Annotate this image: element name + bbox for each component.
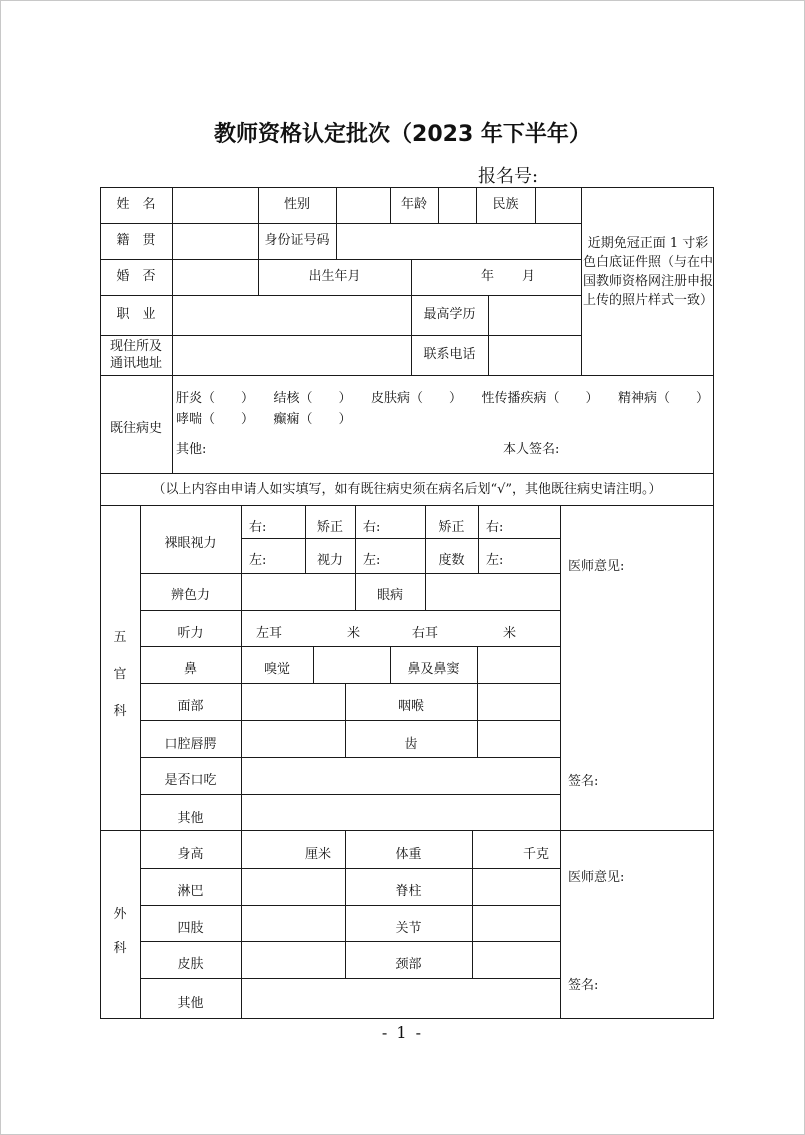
correction-degree-right: 右: xyxy=(486,520,504,535)
correction-degree-left: 左: xyxy=(486,553,504,568)
native-place-label: 籍 贯 xyxy=(116,233,156,248)
teeth-label: 齿 xyxy=(404,737,418,752)
weight-label: 体重 xyxy=(395,847,422,862)
birth-month-unit: 月 xyxy=(522,269,536,284)
ent-section-char-3: 科 xyxy=(113,704,127,719)
smell-label: 嗅觉 xyxy=(263,662,290,677)
corrected-vision-label-1: 矫正 xyxy=(316,520,343,535)
applicant-note: （以上内容由申请人如实填写，如有既往病史须在病名后划“√”，其他既往病史请注明。） xyxy=(152,482,662,497)
ent-doctor-opinion-label: 医师意见: xyxy=(568,559,625,574)
weight-unit: 千克 xyxy=(523,847,550,862)
correction-degree-label-1: 矫正 xyxy=(438,520,465,535)
surgery-doctor-opinion-label: 医师意见: xyxy=(568,870,625,885)
history-label: 既往病史 xyxy=(109,421,162,436)
ent-section-char-2: 官 xyxy=(113,667,127,682)
page-number: - 1 - xyxy=(381,1023,424,1042)
left-ear-label: 左耳 xyxy=(256,626,283,641)
correction-degree-label-2: 度数 xyxy=(438,553,465,568)
address-label-line2: 通讯地址 xyxy=(109,356,162,371)
name-label: 姓 名 xyxy=(116,197,156,212)
phone-label: 联系电话 xyxy=(423,347,476,362)
corrected-vision-label-2: 视力 xyxy=(316,553,343,568)
naked-vision-right: 右: xyxy=(249,520,267,535)
surgery-other-label: 其他 xyxy=(177,996,204,1011)
registration-no-label: 报名号: xyxy=(478,166,539,187)
form-title: 教师资格认定批次（2023 年下半年） xyxy=(214,122,591,147)
naked-vision-label: 裸眼视力 xyxy=(164,536,217,551)
history-diseases-line2: 哮喘（ ） 癫痫（ ） xyxy=(176,412,352,427)
surgery-doctor-signature-label: 签名: xyxy=(568,978,599,993)
address-label-line1: 现住所及 xyxy=(109,339,162,354)
ent-doctor-signature-label: 签名: xyxy=(568,774,599,789)
education-label: 最高学历 xyxy=(423,307,476,322)
throat-label: 咽喉 xyxy=(397,699,424,714)
limbs-label: 四肢 xyxy=(177,921,204,936)
height-label: 身高 xyxy=(177,847,204,862)
height-unit: 厘米 xyxy=(305,847,332,862)
nose-label: 鼻 xyxy=(183,662,197,677)
id-number-label: 身份证号码 xyxy=(264,233,330,248)
surgery-section-char-2: 科 xyxy=(113,941,127,956)
hearing-label: 听力 xyxy=(177,626,204,641)
nose-sinus-label: 鼻及鼻窦 xyxy=(407,662,460,677)
left-ear-unit: 米 xyxy=(347,626,361,641)
marital-status-label: 婚 否 xyxy=(116,269,156,284)
skin-label: 皮肤 xyxy=(177,957,204,972)
ent-other-label: 其他 xyxy=(177,811,204,826)
stutter-label: 是否口吃 xyxy=(164,773,217,788)
birth-date-label: 出生年月 xyxy=(308,269,361,284)
face-label: 面部 xyxy=(177,699,204,714)
spine-label: 脊柱 xyxy=(395,884,422,899)
naked-vision-left: 左: xyxy=(249,553,267,568)
ent-section-char-1: 五 xyxy=(113,630,127,645)
right-ear-label: 右耳 xyxy=(412,626,439,641)
lymph-label: 淋巴 xyxy=(177,884,204,899)
birth-year-unit: 年 xyxy=(481,269,495,284)
photo-placeholder-note: 近期免冠正面 1 寸彩色白底证件照（与在中国教师资格网注册申报上传的照片样式一致） xyxy=(582,236,713,308)
applicant-signature-label: 本人签名: xyxy=(503,442,560,457)
right-ear-unit: 米 xyxy=(503,626,517,641)
neck-label: 颈部 xyxy=(395,957,422,972)
joints-label: 关节 xyxy=(395,921,422,936)
oral-label: 口腔唇腭 xyxy=(164,737,217,752)
ethnicity-label: 民族 xyxy=(492,197,519,212)
eye-disease-label: 眼病 xyxy=(376,588,403,603)
corrected-vision-left: 左: xyxy=(363,553,381,568)
history-other-label: 其他: xyxy=(176,442,207,457)
surgery-section-char-1: 外 xyxy=(113,907,127,922)
age-label: 年龄 xyxy=(400,197,427,212)
gender-label: 性别 xyxy=(283,197,310,212)
corrected-vision-right: 右: xyxy=(363,520,381,535)
color-vision-label: 辨色力 xyxy=(170,588,210,603)
occupation-label: 职 业 xyxy=(116,307,156,322)
history-diseases-line1: 肝炎（ ） 结核（ ） 皮肤病（ ） 性传播疾病（ ） 精神病（ ） xyxy=(176,391,710,406)
